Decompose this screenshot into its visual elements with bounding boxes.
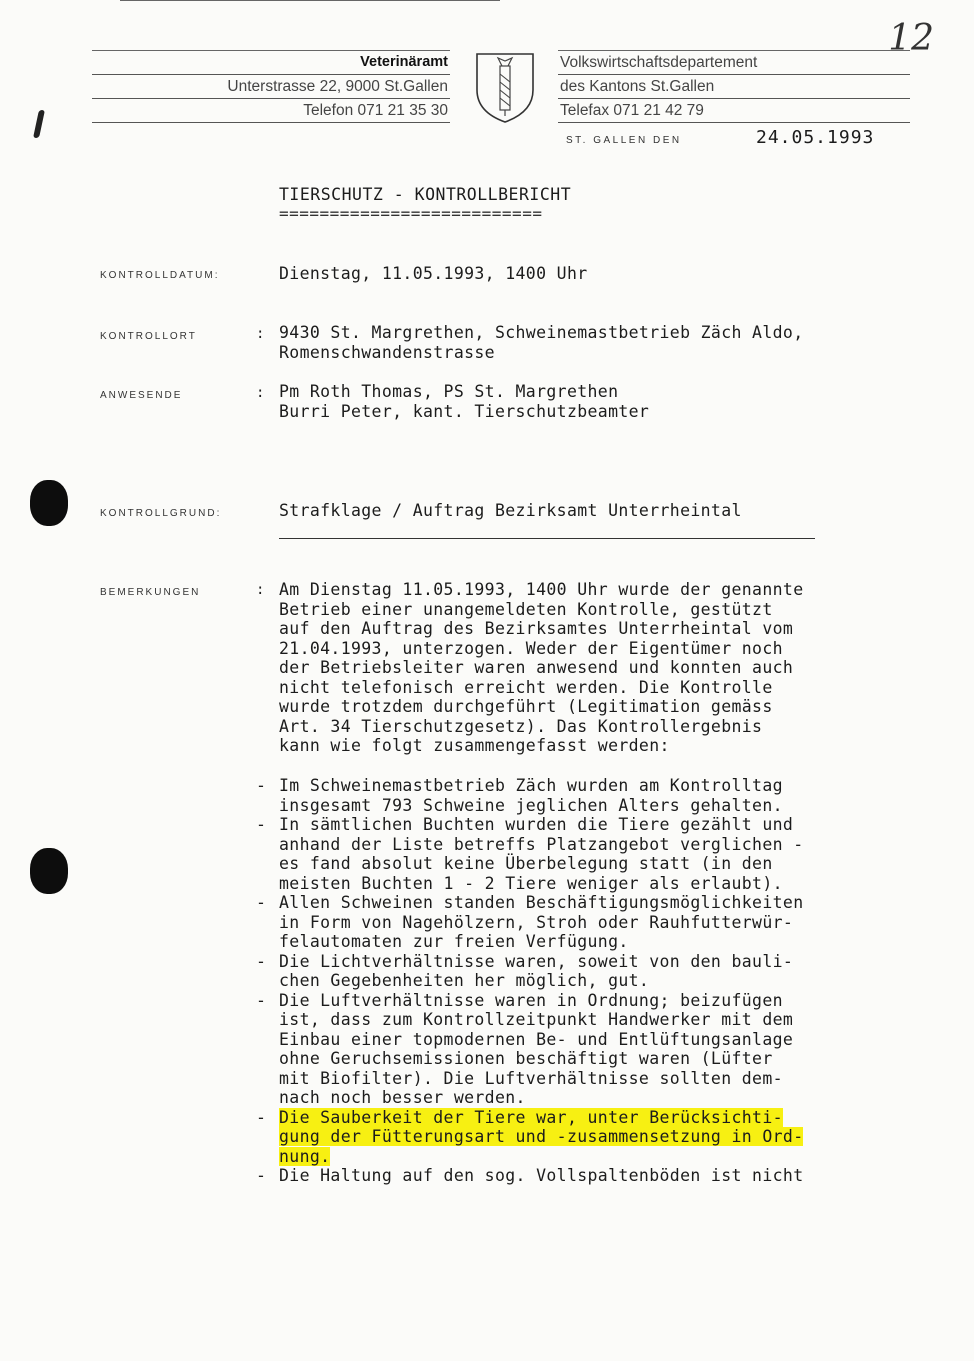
bullet-dash: -: [256, 776, 267, 795]
punch-hole-bottom: [30, 848, 68, 894]
office-phone: Telefon 071 21 35 30: [92, 99, 450, 123]
document-title: TIERSCHUTZ - KONTROLLBERICHT: [279, 185, 572, 204]
finding-item-4: [256, 952, 803, 991]
colon-bemerkungen: :: [256, 582, 265, 598]
label-kontrollort: KONTROLLORT: [100, 331, 197, 342]
bullet-dash: -: [256, 1107, 267, 1127]
paragraph-line: Betrieb einer unangemeldeten Kontrolle, gestützt: [279, 599, 773, 619]
highlighted-finding-line: nung.: [279, 1146, 331, 1166]
label-kontrolldatum: KONTROLLDATUM:: [100, 270, 220, 281]
kontrollort-line-2: Romenschwandenstrasse: [279, 342, 495, 362]
label-bemerkungen: BEMERKUNGEN: [100, 587, 201, 598]
bullet-dash: -: [256, 951, 267, 971]
kontrollort-line-1: 9430 St. Margrethen, Schweinemastbetrieb Zäch Aldo,: [279, 323, 804, 342]
finding-item-5: [256, 991, 803, 1108]
finding-line: felautomaten zur freien Verfügung.: [279, 932, 629, 951]
value-anwesende: [279, 382, 649, 421]
date-prefix: ST. GALLEN DEN: [566, 135, 682, 146]
bullet-dash: -: [256, 893, 267, 912]
office-address: Unterstrasse 22, 9000 St.Gallen: [92, 75, 450, 99]
finding-line: chen Gegebenheiten her möglich, gut.: [279, 971, 650, 990]
finding-line: in Form von Nagehölzern, Stroh oder Rauhfutterwür-: [279, 912, 794, 932]
margin-mark: [33, 110, 45, 138]
bullet-dash: -: [256, 815, 267, 834]
paragraph-line: der Betriebsleiter waren anwesend und konnten auch: [279, 658, 794, 677]
department-name: Volkswirtschaftsdepartement: [558, 51, 910, 75]
findings-list: [256, 776, 803, 1186]
anwesende-line-1: Pm Roth Thomas, PS St. Margrethen: [279, 382, 619, 401]
finding-line: insgesamt 793 Schweine jeglichen Alters gehalten.: [279, 795, 783, 815]
finding-line: meisten Buchten 1 - 2 Tiere weniger als erlaubt).: [279, 873, 783, 893]
finding-line: Die Luftverhältnisse waren in Ordnung; beizufügen: [279, 990, 783, 1010]
bullet-dash: -: [256, 990, 267, 1010]
finding-line: Die Haltung auf den sog. Vollspaltenböden ist nicht: [279, 1166, 804, 1185]
finding-line: ohne Geruchsemissionen beschäftigt waren (Lüfter: [279, 1049, 773, 1068]
label-anwesende: ANWESENDE: [100, 390, 183, 401]
letterhead-left: [92, 50, 450, 123]
finding-line: ist, dass zum Kontrollzeitpunkt Handwerker mit dem: [279, 1010, 794, 1029]
paragraph-line: Art. 34 Tierschutzgesetz). Das Kontrollergebnis: [279, 716, 763, 736]
finding-line: nach noch besser werden.: [279, 1088, 526, 1107]
punch-hole-top: [30, 480, 68, 526]
paragraph-line: 21.04.1993, unterzogen. Weder der Eigentümer noch: [279, 638, 783, 658]
kontrollgrund-underline: [279, 538, 815, 539]
canton-name: des Kantons St.Gallen: [558, 75, 910, 99]
value-kontrollgrund: Strafklage / Auftrag Bezirksamt Unterrheintal: [279, 501, 742, 520]
finding-item-3: [256, 893, 803, 952]
handwritten-page-number: 12: [888, 18, 934, 59]
value-kontrolldatum: Dienstag, 11.05.1993, 1400 Uhr: [279, 264, 588, 283]
paragraph-line: Am Dienstag 11.05.1993, 1400 Uhr wurde der genannte: [279, 580, 804, 599]
st-gallen-coat-of-arms-icon: [472, 50, 538, 124]
finding-item-6-highlighted: [256, 1108, 803, 1167]
paragraph-line: auf den Auftrag des Bezirksamtes Unterrheintal vom: [279, 619, 794, 638]
paragraph-line: nicht telefonisch erreicht werden. Die Kontrolle: [279, 677, 773, 697]
bemerkungen-paragraph: [279, 580, 803, 756]
document-date: 24.05.1993: [756, 127, 875, 148]
finding-line: Im Schweinemastbetrieb Zäch wurden am Kontrolltag: [279, 776, 783, 795]
highlighted-finding-line: Die Sauberkeit der Tiere war, unter Berücksichti-: [279, 1107, 783, 1127]
anwesende-line-2: Burri Peter, kant. Tierschutzbeamter: [279, 401, 650, 421]
finding-line: Die Lichtverhältnisse waren, soweit von den bauli-: [279, 951, 794, 971]
value-kontrollort: [279, 323, 803, 362]
title-underline: ==========================: [279, 204, 543, 223]
finding-line: Allen Schweinen standen Beschäftigungsmöglichkeiten: [279, 893, 804, 912]
finding-item-1: [256, 776, 803, 815]
finding-line: anhand der Liste betreffs Platzangebot verglichen -: [279, 834, 804, 854]
colon-kontrollort: :: [256, 326, 265, 342]
finding-item-7: [256, 1166, 803, 1186]
highlighted-finding-line: gung der Fütterungsart und -zusammensetzung in Ord-: [279, 1127, 804, 1146]
finding-line: mit Biofilter). Die Luftverhältnisse sollten dem-: [279, 1068, 783, 1088]
finding-item-2: [256, 815, 803, 893]
finding-line: Einbau einer topmodernen Be- und Entlüftungsanlage: [279, 1029, 794, 1049]
department-fax: Telefax 071 21 42 79: [558, 99, 910, 123]
office-name: Veterinäramt: [92, 51, 450, 75]
paragraph-line: kann wie folgt zusammengefasst werden:: [279, 736, 670, 755]
finding-line: es fand absolut keine Überbelegung statt (in den: [279, 854, 773, 873]
paragraph-line: wurde trotzdem durchgeführt (Legitimation gemäss: [279, 697, 773, 716]
top-edge-line: [120, 0, 500, 1]
bullet-dash: -: [256, 1166, 267, 1185]
finding-line: In sämtlichen Buchten wurden die Tiere gezählt und: [279, 815, 794, 834]
letterhead-right: [558, 50, 910, 123]
label-kontrollgrund: KONTROLLGRUND:: [100, 508, 222, 519]
colon-anwesende: :: [256, 385, 265, 401]
